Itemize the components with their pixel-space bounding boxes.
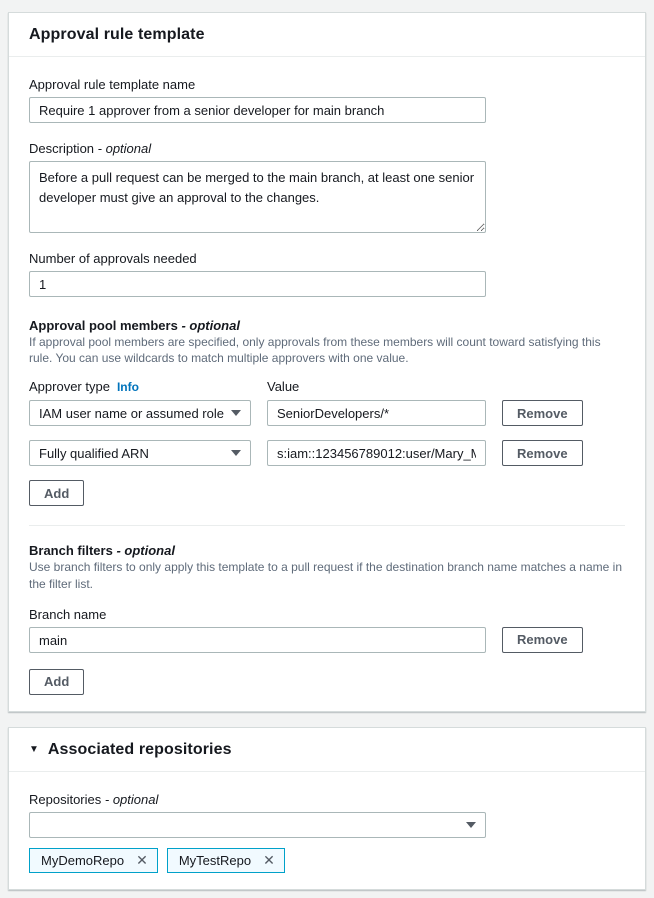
repository-token-list bbox=[29, 848, 625, 873]
approver-columns-header bbox=[29, 379, 625, 394]
remove-approver-button[interactable]: Remove bbox=[502, 400, 583, 426]
description-field bbox=[29, 141, 625, 233]
approvals-needed-field bbox=[29, 251, 625, 297]
approval-pool-row bbox=[29, 440, 625, 466]
remove-token-x-icon[interactable]: ✕ bbox=[136, 852, 148, 869]
page-title: Approval rule template bbox=[29, 26, 205, 43]
template-name-label: Approval rule template name bbox=[29, 77, 196, 92]
branch-name-label: Branch name bbox=[29, 606, 107, 622]
branch-filters-section bbox=[29, 543, 625, 694]
description-label: Description bbox=[29, 141, 95, 156]
approver-type-selected-value: IAM user name or assumed role bbox=[39, 405, 224, 421]
approver-type-select[interactable] bbox=[29, 440, 251, 466]
repositories-optional-label: - optional bbox=[104, 791, 159, 807]
add-approver-button[interactable]: Add bbox=[29, 480, 84, 506]
description-optional-label: - optional bbox=[97, 141, 152, 156]
approval-card-header bbox=[9, 13, 645, 57]
template-name-input[interactable] bbox=[29, 97, 486, 123]
approval-pool-row bbox=[29, 400, 625, 426]
approval-card-body bbox=[9, 57, 645, 711]
branch-filters-optional-label: - optional bbox=[116, 543, 175, 559]
associated-repositories-body bbox=[9, 772, 645, 889]
approval-pool-section bbox=[29, 318, 625, 506]
repository-token-label: MyDemoRepo bbox=[41, 852, 125, 868]
repository-token bbox=[29, 848, 158, 873]
remove-branch-button[interactable]: Remove bbox=[502, 627, 583, 653]
branch-filter-row bbox=[29, 627, 625, 653]
approvals-needed-input[interactable] bbox=[29, 271, 486, 297]
approver-type-info-link[interactable]: Info bbox=[116, 380, 139, 395]
section-divider bbox=[29, 525, 625, 526]
approver-value-input[interactable] bbox=[267, 400, 486, 426]
approver-type-select[interactable] bbox=[29, 400, 251, 426]
associated-repositories-card bbox=[8, 727, 646, 890]
branch-filters-heading: Branch filters bbox=[29, 543, 113, 559]
repositories-label: Repositories bbox=[29, 791, 102, 807]
approval-rule-template-card bbox=[8, 12, 646, 712]
approver-type-column-label: Approver type bbox=[29, 379, 110, 395]
approval-pool-help-text: If approval pool members are specified, only approvals from these members will count toward satisfying this rule. You can use wildcards to match multiple approvers with one value. bbox=[29, 335, 601, 366]
approver-type-selected-value: Fully qualified ARN bbox=[39, 445, 149, 461]
chevron-down-icon bbox=[231, 450, 241, 456]
associated-repositories-header[interactable] bbox=[9, 728, 645, 772]
repository-token-label: MyTestRepo bbox=[178, 852, 252, 868]
approval-pool-optional-label: - optional bbox=[181, 318, 240, 333]
branch-name-input[interactable] bbox=[29, 627, 486, 653]
approval-pool-heading: Approval pool members bbox=[29, 318, 178, 333]
chevron-down-icon bbox=[466, 822, 476, 828]
value-column-label: Value bbox=[267, 379, 300, 395]
add-branch-button[interactable]: Add bbox=[29, 669, 84, 695]
description-textarea[interactable] bbox=[29, 161, 486, 233]
repository-token bbox=[167, 848, 285, 873]
approver-value-input[interactable] bbox=[267, 440, 486, 466]
remove-token-x-icon[interactable]: ✕ bbox=[263, 852, 275, 869]
collapse-triangle-icon[interactable]: ▼ bbox=[29, 743, 39, 755]
branch-filters-help-text: Use branch filters to only apply this template to a pull request if the destination branch name matches a name in the filter list. bbox=[29, 560, 622, 591]
repositories-select[interactable] bbox=[29, 812, 486, 838]
associated-repositories-title: Associated repositories bbox=[47, 740, 232, 758]
template-name-field bbox=[29, 77, 625, 123]
remove-approver-button[interactable]: Remove bbox=[502, 440, 583, 466]
approvals-needed-label: Number of approvals needed bbox=[29, 251, 197, 266]
chevron-down-icon bbox=[231, 410, 241, 416]
